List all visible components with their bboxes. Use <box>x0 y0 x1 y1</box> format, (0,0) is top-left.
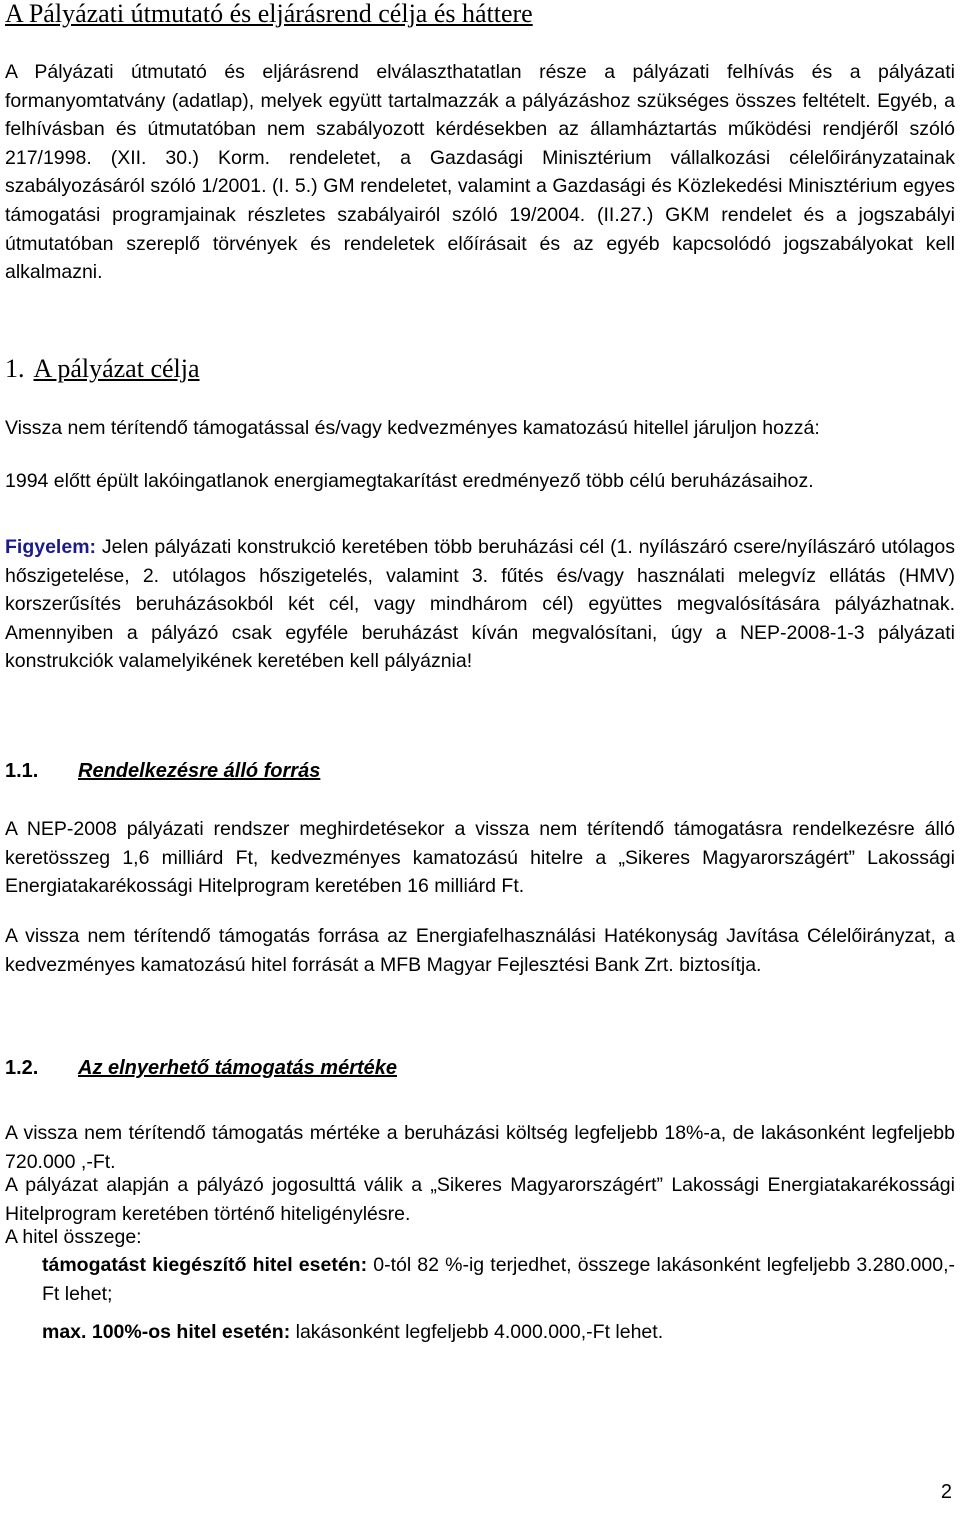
list-item <box>42 1318 955 1347</box>
document-page <box>5 0 955 1513</box>
section-1-paragraph-2: 1994 előtt épült lakóingatlanok energiamegtakarítást eredményező több célú beruházásaihoz. <box>5 470 814 492</box>
notice-text: Jelen pályázati konstrukció keretében több beruházási cél (1. nyílászáró csere/nyílászáró utólagos hőszigetelése, 2. utólagos hőszigetelés, valamint 3. fűtés és/vagy használati melegvíz ellátás (HMV) korszerűsítés beruházásokból két cél, vagy mindhárom cél) együttes megvalósítására pályázhatnak. Amennyiben a pályázó csak egyféle beruházást kíván megvalósítani, úgy a NEP-2008-1-3 pályázati konstrukciók valamelyikének keretében kell pályáznia! <box>5 536 955 673</box>
section-1-heading <box>5 353 200 385</box>
list-item-label: támogatást kiegészítő hitel esetén: <box>42 1254 368 1276</box>
section-1-title: A pályázat célja <box>33 354 200 383</box>
section-1-1-heading <box>5 757 320 785</box>
list-item <box>42 1251 955 1308</box>
section-1-2-number: 1.2. <box>5 1057 39 1079</box>
section-1-1-number: 1.1. <box>5 760 39 782</box>
page-number: 2 <box>940 1481 952 1503</box>
section-1-2-heading <box>5 1054 397 1082</box>
page-heading: A Pályázati útmutató és eljárásrend célja és háttere <box>5 0 533 28</box>
section-1-1-paragraph-2: A vissza nem térítendő támogatás forrása az Energiafelhasználási Hatékonyság Javítása Célelőirányzat, a kedvezményes kamatozású hitel forrását a MFB Magyar Fejlesztési Bank Zrt. biztosítja. <box>5 925 955 976</box>
list-item-text: 0-tól 82 %-ig terjedhet, összege lakásonként legfeljebb 3.280.000,-Ft lehet; <box>42 1254 956 1305</box>
section-1-paragraph-1: Vissza nem térítendő támogatással és/vagy kedvezményes kamatozású hitellel járuljon hozzá: <box>5 417 820 439</box>
intro-paragraph: A Pályázati útmutató és eljárásrend elválaszthatatlan része a pályázati felhívás és a pályázati formanyomtatvány (adatlap), melyek együtt tartalmazzák a pályázáshoz szükséges összes feltételt. Egyéb, a felhívásban és útmutatóban nem szabályozott kérdésekben az államháztartás működési rendjéről szóló 217/1998. (XII. 30.) Korm. rendeletet, a Gazdasági Minisztérium vállalkozási célelőirányzatainak szabályozásáról szóló 1/2001. (I. 5.) GM rendeletet, valamint a Gazdasági és Közlekedési Minisztérium egyes támogatási programjainak részletes szabályairól szóló 19/2004. (II.27.) GKM rendelet és a jogszabályi útmutatóban szereplő törvények és rendeletek előírásait és az egyéb kapcsolódó jogszabályokat kell alkalmazni. <box>5 61 955 284</box>
section-1-2-paragraph-2: A pályázat alapján a pályázó jogosulttá válik a „Sikeres Magyarországért” Lakossági Energiatakarékossági Hitelprogram keretében történő hiteligénylésre. <box>5 1174 955 1225</box>
list-item-text: lakásonként legfeljebb 4.000.000,-Ft lehet. <box>290 1321 664 1344</box>
list-item-label: max. 100%-os hitel esetén: <box>42 1321 291 1344</box>
section-1-1-title: Rendelkezésre álló forrás <box>78 760 321 782</box>
notice-label: Figyelem: <box>5 536 97 558</box>
section-1-2-title: Az elnyerhető támogatás mértéke <box>78 1057 398 1079</box>
section-1-number: 1. <box>5 354 25 383</box>
loan-conditions-list <box>42 1251 955 1347</box>
section-1-1-paragraph-1: A NEP-2008 pályázati rendszer meghirdetésekor a vissza nem térítendő támogatásra rendelkezésre álló keretösszeg 1,6 milliárd Ft, kedvezményes kamatozású hitelre a „Sikeres Magyarországért” Lakossági Energiatakarékossági Hitelprogram keretében 16 milliárd Ft. <box>5 818 955 898</box>
notice-paragraph <box>5 533 955 676</box>
section-1-2-paragraph-1: A vissza nem térítendő támogatás mértéke a beruházási költség legfeljebb 18%-a, de lakásonként legfeljebb 720.000 ,-Ft. <box>5 1122 955 1173</box>
loan-amount-label: A hitel összege: <box>5 1226 142 1248</box>
